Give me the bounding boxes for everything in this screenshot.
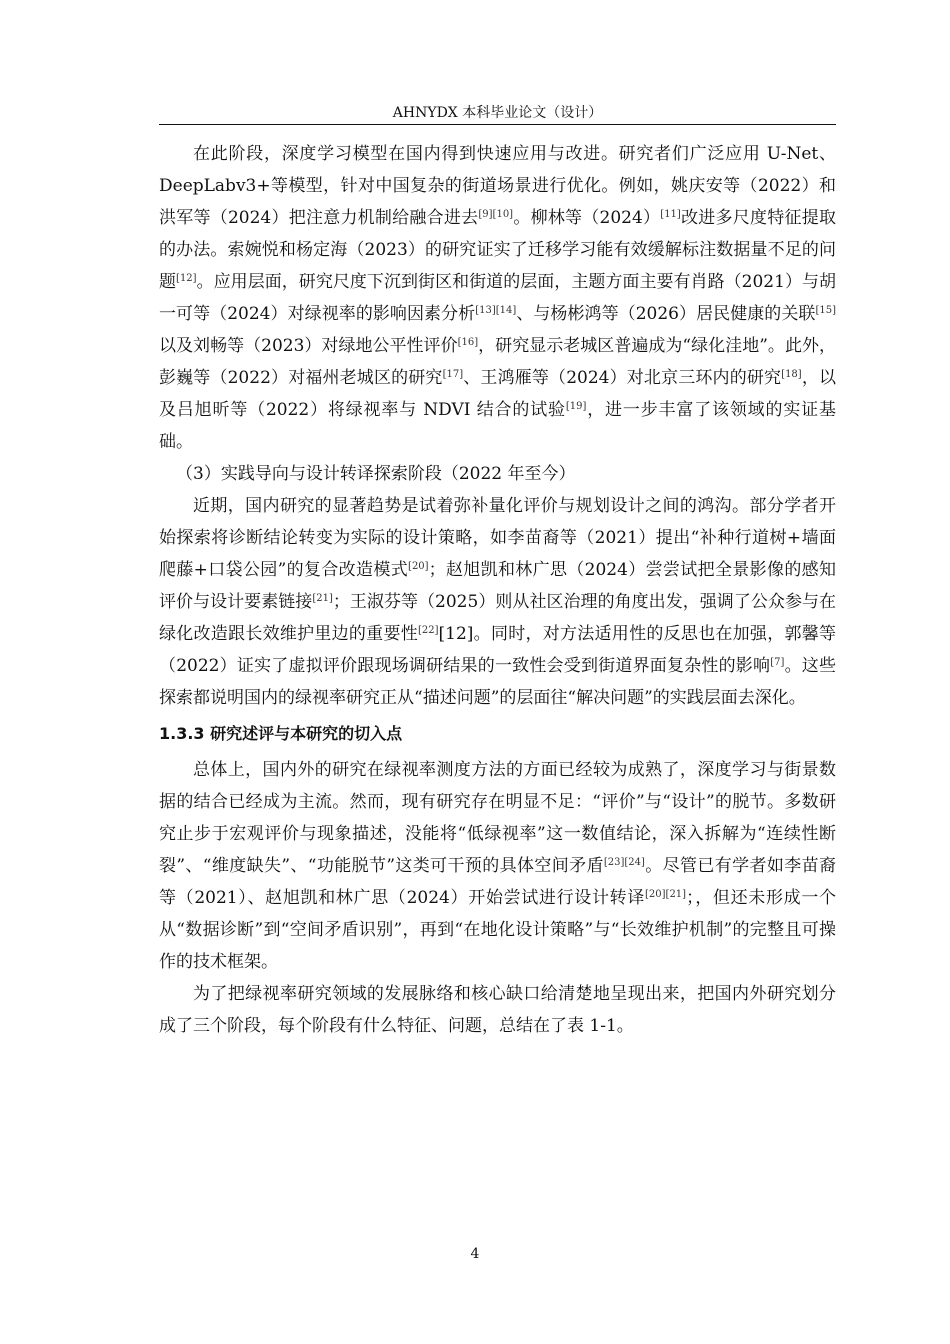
text-run: 总体上，国内外的研究在绿视率测度方法的方面已经较为成熟了，深度学习与街景数据的结合已经成为主流。然而，现有研究存在明显不足：“评价”与“设计”的脱节。多数研究止步于宏观评价与现象描述，没能将“低绿视率”这一数值结论，深入拆解为“连续性断裂”、“维度缺失”、“功能脱节”这类可干预的具体空间矛盾 <box>159 760 836 876</box>
text-run: ；赵旭凯和林广思（2024）尝尝试把全景影像的感知评价与设计要素链接 <box>159 560 836 612</box>
citation[interactable]: [18] <box>781 369 802 380</box>
text-run: 。柳林等（2024） <box>513 208 661 228</box>
text-run: 改进多尺度特征提取的办法。索婉悦和杨定海（2023）的研究证实了迁移学习能有效缓解标注数据量不足的问题 <box>159 208 837 292</box>
text-run: 、与杨彬鸿等（2026）居民健康的关联 <box>516 304 816 324</box>
text-run: ；，但还未形成一个从“数据诊断”到“空间矛盾识别”，再到“在地化设计策略”与“长效维护机制”的完整且可操作的技术框架。 <box>159 888 837 972</box>
paragraph-practice-stage <box>159 490 836 714</box>
citation[interactable]: [7] <box>770 657 785 668</box>
text-run: [12]。同时，对方法适用性的反思也在加强，郭馨等（2022）证实了虚拟评价跟现场调研结果的一致性会受到街道界面复杂性的影响 <box>159 624 836 676</box>
citation[interactable]: [21] <box>312 593 333 604</box>
citation[interactable]: [16] <box>457 337 479 348</box>
text-run: 、王鸿雁等（2024）对北京三环内的研究 <box>463 368 782 388</box>
citation[interactable]: [15] <box>815 305 836 316</box>
body-text <box>159 138 836 1042</box>
citation[interactable]: [11] <box>660 209 681 220</box>
text-run: ，以及吕旭昕等（2022）将绿视率与 NDVI 结合的试验 <box>159 368 837 420</box>
citation[interactable]: [9][10] <box>478 209 514 220</box>
paragraph-review <box>159 754 836 978</box>
text-run: ，进一步丰富了该领域的实证基础。 <box>159 400 836 452</box>
text-run: 以及刘畅等（2023）对绿地公平性评价 <box>159 336 458 356</box>
paragraph-deep-learning-stage <box>159 138 836 458</box>
header-rule <box>159 124 836 125</box>
text-run: ；王淑芬等（2025）则从社区治理的角度出发，强调了公众参与在绿化改造跟长效维护里边的重要性 <box>159 592 837 644</box>
citation[interactable]: [23][24] <box>603 857 645 868</box>
text-run: 。应用层面，研究尺度下沉到街区和街道的层面，主题方面主要有肖路（2021）与胡一可等（2024）对绿视率的影响因素分析 <box>159 272 837 324</box>
paragraph-summary <box>159 978 836 1042</box>
running-header: AHNYDX 本科毕业论文（设计） <box>392 105 603 121</box>
text-run: 。这些探索都说明国内的绿视率研究正从“描述问题”的层面往“解决问题”的实践层面去深化。 <box>159 656 837 708</box>
citation[interactable]: [19] <box>565 401 587 412</box>
citation[interactable]: [20] <box>408 561 429 572</box>
text-run: ，研究显示老城区普遍成为“绿化洼地”。此外，彭巍等（2022）对福州老城区的研究 <box>159 336 836 388</box>
citation[interactable]: [22] <box>417 625 439 636</box>
citation[interactable]: [12] <box>176 273 197 284</box>
text-run: 近期，国内研究的显著趋势是试着弥补量化评价与规划设计之间的鸿沟。部分学者开始探索将诊断结论转变为实际的设计策略，如李苗裔等（2021）提出“补种行道树+墙面爬藤+口袋公园”的复合改造模式 <box>159 496 836 580</box>
section-heading: 1.3.3 研究述评与本研究的切入点 <box>159 724 403 743</box>
citation[interactable]: [17] <box>442 369 464 380</box>
citation[interactable]: [13][14] <box>475 305 517 316</box>
citation[interactable]: [20][21] <box>645 889 687 900</box>
stage-subheading: （3）实践导向与设计转译探索阶段（2022 年至今） <box>176 464 576 484</box>
page-number: 4 <box>470 1246 480 1262</box>
text-run: 在此阶段，深度学习模型在国内得到快速应用与改进。研究者们广泛应用 U-Net、DeepLabv3+等模型，针对中国复杂的街道场景进行优化。例如，姚庆安等（2022）和洪军等（2024）把注意力机制给融合进去 <box>159 144 836 228</box>
text-run: 。尽管已有学者如李苗裔等（2021）、赵旭凯和林广思（2024）开始尝试进行设计转译 <box>159 856 836 908</box>
text-run: 为了把绿视率研究领域的发展脉络和核心缺口给清楚地呈现出来，把国内外研究划分成了三个阶段，每个阶段有什么特征、问题，总结在了表 1-1。 <box>159 984 836 1036</box>
